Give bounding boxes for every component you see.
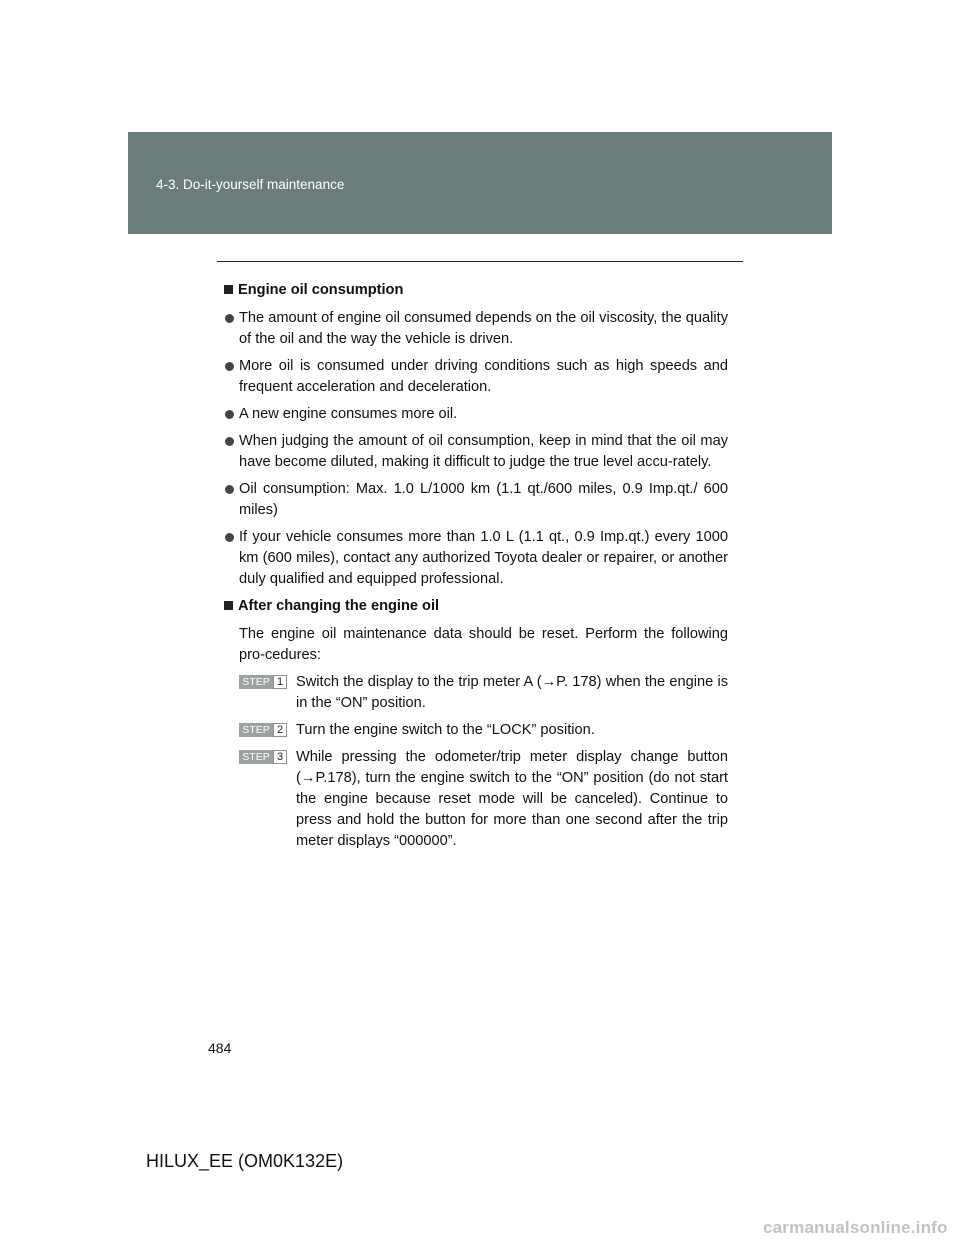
list-item: If your vehicle consumes more than 1.0 L (1.1 qt., 0.9 Imp.qt.) every 1000 km (600 miles), contact any authorized Toyota dealer or repairer, or another duly qualified and equipped professional. [222, 527, 728, 590]
bullet-dot-icon [225, 362, 234, 371]
bullet-dot-icon [225, 533, 234, 542]
step-3: STEP 3 While pressing the odometer/trip meter display change button (→P.178), turn the engine switch to the “ON” position (do not start the engine because reset mode will be canceled). Continue to press and hold the button for more than one second after the trip meter displays “000000”. [222, 747, 728, 852]
main-content [222, 280, 728, 858]
consumption-list [222, 308, 728, 590]
bullet-dot-icon [225, 410, 234, 419]
step-2: STEP 2 Turn the engine switch to the “LOCK” position. [222, 720, 728, 741]
step-1: STEP 1 Switch the display to the trip meter A (→P. 178) when the engine is in the “ON” position. [222, 672, 728, 714]
step-badge: STEP 2 [239, 723, 287, 737]
heading-after-changing-oil: After changing the engine oil [222, 596, 728, 617]
list-item: A new engine consumes more oil. [222, 404, 728, 425]
list-item: The amount of engine oil consumed depends on the oil viscosity, the quality of the oil and the way the vehicle is driven. [222, 308, 728, 350]
page-number: 484 [208, 1040, 232, 1056]
bullet-dot-icon [225, 437, 234, 446]
list-item: More oil is consumed under driving conditions such as high speeds and frequent acceleration and deceleration. [222, 356, 728, 398]
watermark: carmanualsonline.info [763, 1218, 948, 1237]
procedure-intro: The engine oil maintenance data should be reset. Perform the following pro-cedures: [239, 626, 728, 663]
square-bullet-icon [224, 285, 233, 294]
list-item: When judging the amount of oil consumption, keep in mind that the oil may have become diluted, making it difficult to judge the true level accu-rately. [222, 431, 728, 473]
divider [217, 261, 743, 262]
section-header [128, 132, 832, 234]
list-item: Oil consumption: Max. 1.0 L/1000 km (1.1 qt./600 miles, 0.9 Imp.qt./ 600 miles) [222, 479, 728, 521]
step-badge: STEP 1 [239, 675, 287, 689]
bullet-dot-icon [225, 314, 234, 323]
document-code: HILUX_EE (OM0K132E) [146, 1151, 344, 1171]
section-title-header: 4-3. Do-it-yourself maintenance [156, 177, 345, 192]
step-badge: STEP 3 [239, 750, 287, 764]
heading-engine-oil-consumption: Engine oil consumption [222, 280, 728, 301]
square-bullet-icon [224, 601, 233, 610]
bullet-dot-icon [225, 485, 234, 494]
